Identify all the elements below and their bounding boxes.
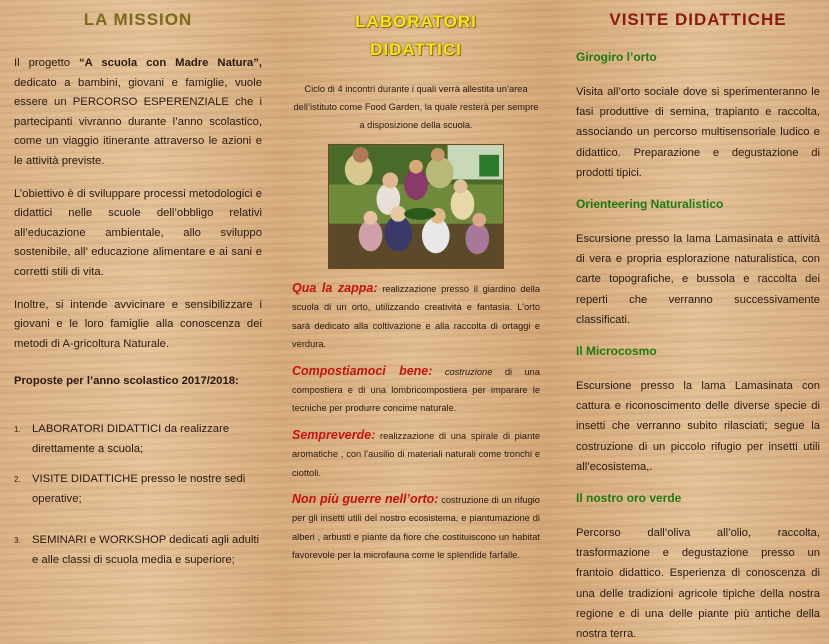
- list-item-number: 1.: [14, 424, 21, 434]
- lab-item-keyword: Compostiamoci bene:: [292, 363, 433, 378]
- children-garden-photo: [328, 144, 504, 269]
- visite-text-microcosmo: Escursione presso la lama Lamasinata con cattura e riconoscimento delle diverse specie di insetti che verranno subito rilasciati; segue la costruzione di un piccolo rifugio per insetti utili all’ecosistema,.: [576, 380, 820, 473]
- visite-heading-girogiro: Girogiro l’orto: [576, 50, 657, 64]
- visite-panel: [560, 0, 829, 641]
- lab-item-sempreverde: [292, 426, 540, 482]
- list-item-text: LABORATORI DIDATTICI da realizzare direttamente a scuola;: [32, 422, 230, 455]
- list-item-number: 2.: [14, 475, 21, 485]
- list-item: [14, 420, 262, 459]
- visite-heading-microcosmo: Il Microcosmo: [576, 344, 657, 359]
- laboratori-title-line-2: DIDATTICI: [370, 40, 462, 59]
- mission-p1-a: Il progetto: [14, 57, 80, 69]
- laboratori-title: [292, 8, 540, 64]
- lab-item-text: realizzazione di una spirale di piante aromatiche , con l’ausilio di materiali naturali come tronchi e ciottoli.: [292, 430, 540, 478]
- visite-text-girogiro: Visita all’orto sociale dove si sperimenteranno le fasi produttive di semina, trapianto e raccolta, associando un percorso multisensoriale ludico e didattico. Preparazione e degustazione di prodotti tipici.: [576, 86, 820, 179]
- lab-item-keyword: Sempreverde:: [292, 427, 376, 442]
- visite-heading-orienteering: Orienteering Naturalistico: [576, 197, 724, 212]
- mission-title: LA MISSION: [83, 10, 193, 29]
- mission-paragraph-2: L’obiettivo è di sviluppare processi metodologici e didattici nelle scuole dell’obbligo relativi all’educazione ambientale, allo sviluppo sostenibile, all’ educazione alimentare e ai sani e corretti stili di vita.: [14, 187, 262, 278]
- visite-text-orienteering: Escursione presso la lama Lamasinata e attività di vera e propria esplorazione naturalistica, con carte topografiche, e bussola e raccolta dei reperti che verranno successivamente classificati.: [576, 233, 820, 326]
- mission-p1-c: dedicato a bambini, giovani e famiglie, vuole essere un PERCORSO ESPERENZIALE che i partecipanti vivranno durante l’anno scolastico, come un viaggio itinerante attraverso le azioni e le attività previste.: [14, 76, 262, 167]
- list-item-text: VISITE DIDATTICHE presso le nostre sedi operative;: [32, 473, 246, 505]
- mission-paragraph-1: [14, 54, 262, 172]
- list-item: [14, 470, 262, 509]
- list-item-number: 3.: [14, 536, 21, 546]
- visite-title: VISITE DIDATTICHE: [609, 10, 787, 29]
- lab-item-keyword: Non più guerre nell’orto:: [292, 492, 439, 507]
- visite-heading-oro-verde: Il nostro oro verde: [576, 491, 682, 506]
- lab-item-text: di una compostiera e di una lombricompostiera per imparare le tecniche per produrre concime naturale.: [292, 366, 540, 414]
- lab-item-text: costruzione di un rifugio per gli insetti utili del nostro ecosistema, e piantumazione di alberi , arbusti e piante da fiore che costituiscono un habitat favorevole per la microfauna come le splendide farfalle.: [292, 495, 540, 561]
- lab-item-compostiamoci: [292, 362, 540, 418]
- mission-panel: [0, 0, 276, 574]
- list-item: [14, 531, 262, 570]
- lab-item-qua-la-zappa: [292, 279, 540, 354]
- lab-item-text: realizzazione presso il giardino della scuola di un orto, utilizzando creatività e fantasia. L’orto sarà dedicato alla coltivazione e alla raccolta di ortaggi e verdura.: [292, 284, 540, 350]
- lab-item-keyword: Qua la zappa:: [292, 281, 378, 295]
- list-item-text: SEMINARI e WORKSHOP dedicati agli adulti e alle classi di scuola media e superiore;: [32, 534, 260, 566]
- mission-paragraph-3: Inoltre, si intende avvicinare e sensibilizzare i giovani e le loro famiglie alla conoscenza dei metodi di A-gricoltura Naturale.: [14, 298, 262, 350]
- lab-item-non-piu-guerre: [292, 490, 540, 565]
- laboratori-panel: [276, 0, 552, 574]
- lab-item-keyword-2: costruzione: [432, 366, 493, 377]
- proposte-list: [14, 420, 262, 571]
- proposte-heading: Proposte per l’anno scolastico 2017/2018:: [14, 375, 239, 388]
- laboratori-intro: Ciclo di 4 incontri durante i quali verrà allestita un’area dell’istituto come Food Garden, la quale resterà per sempre a disposizione della scuola.: [293, 84, 539, 130]
- visite-text-oro-verde: Percorso dall’oliva all’olio, raccolta, trasformazione e degustazione presso un frantoio didattico. Esperienza di conoscenza di una delle tradizioni agricole tipiche della nostra regione e di una delle piante più antiche della nostra terra.: [576, 527, 820, 641]
- laboratori-title-line-1: LABORATORI: [355, 12, 477, 31]
- mission-project-name: “A scuola con Madre Natura”,: [79, 57, 262, 69]
